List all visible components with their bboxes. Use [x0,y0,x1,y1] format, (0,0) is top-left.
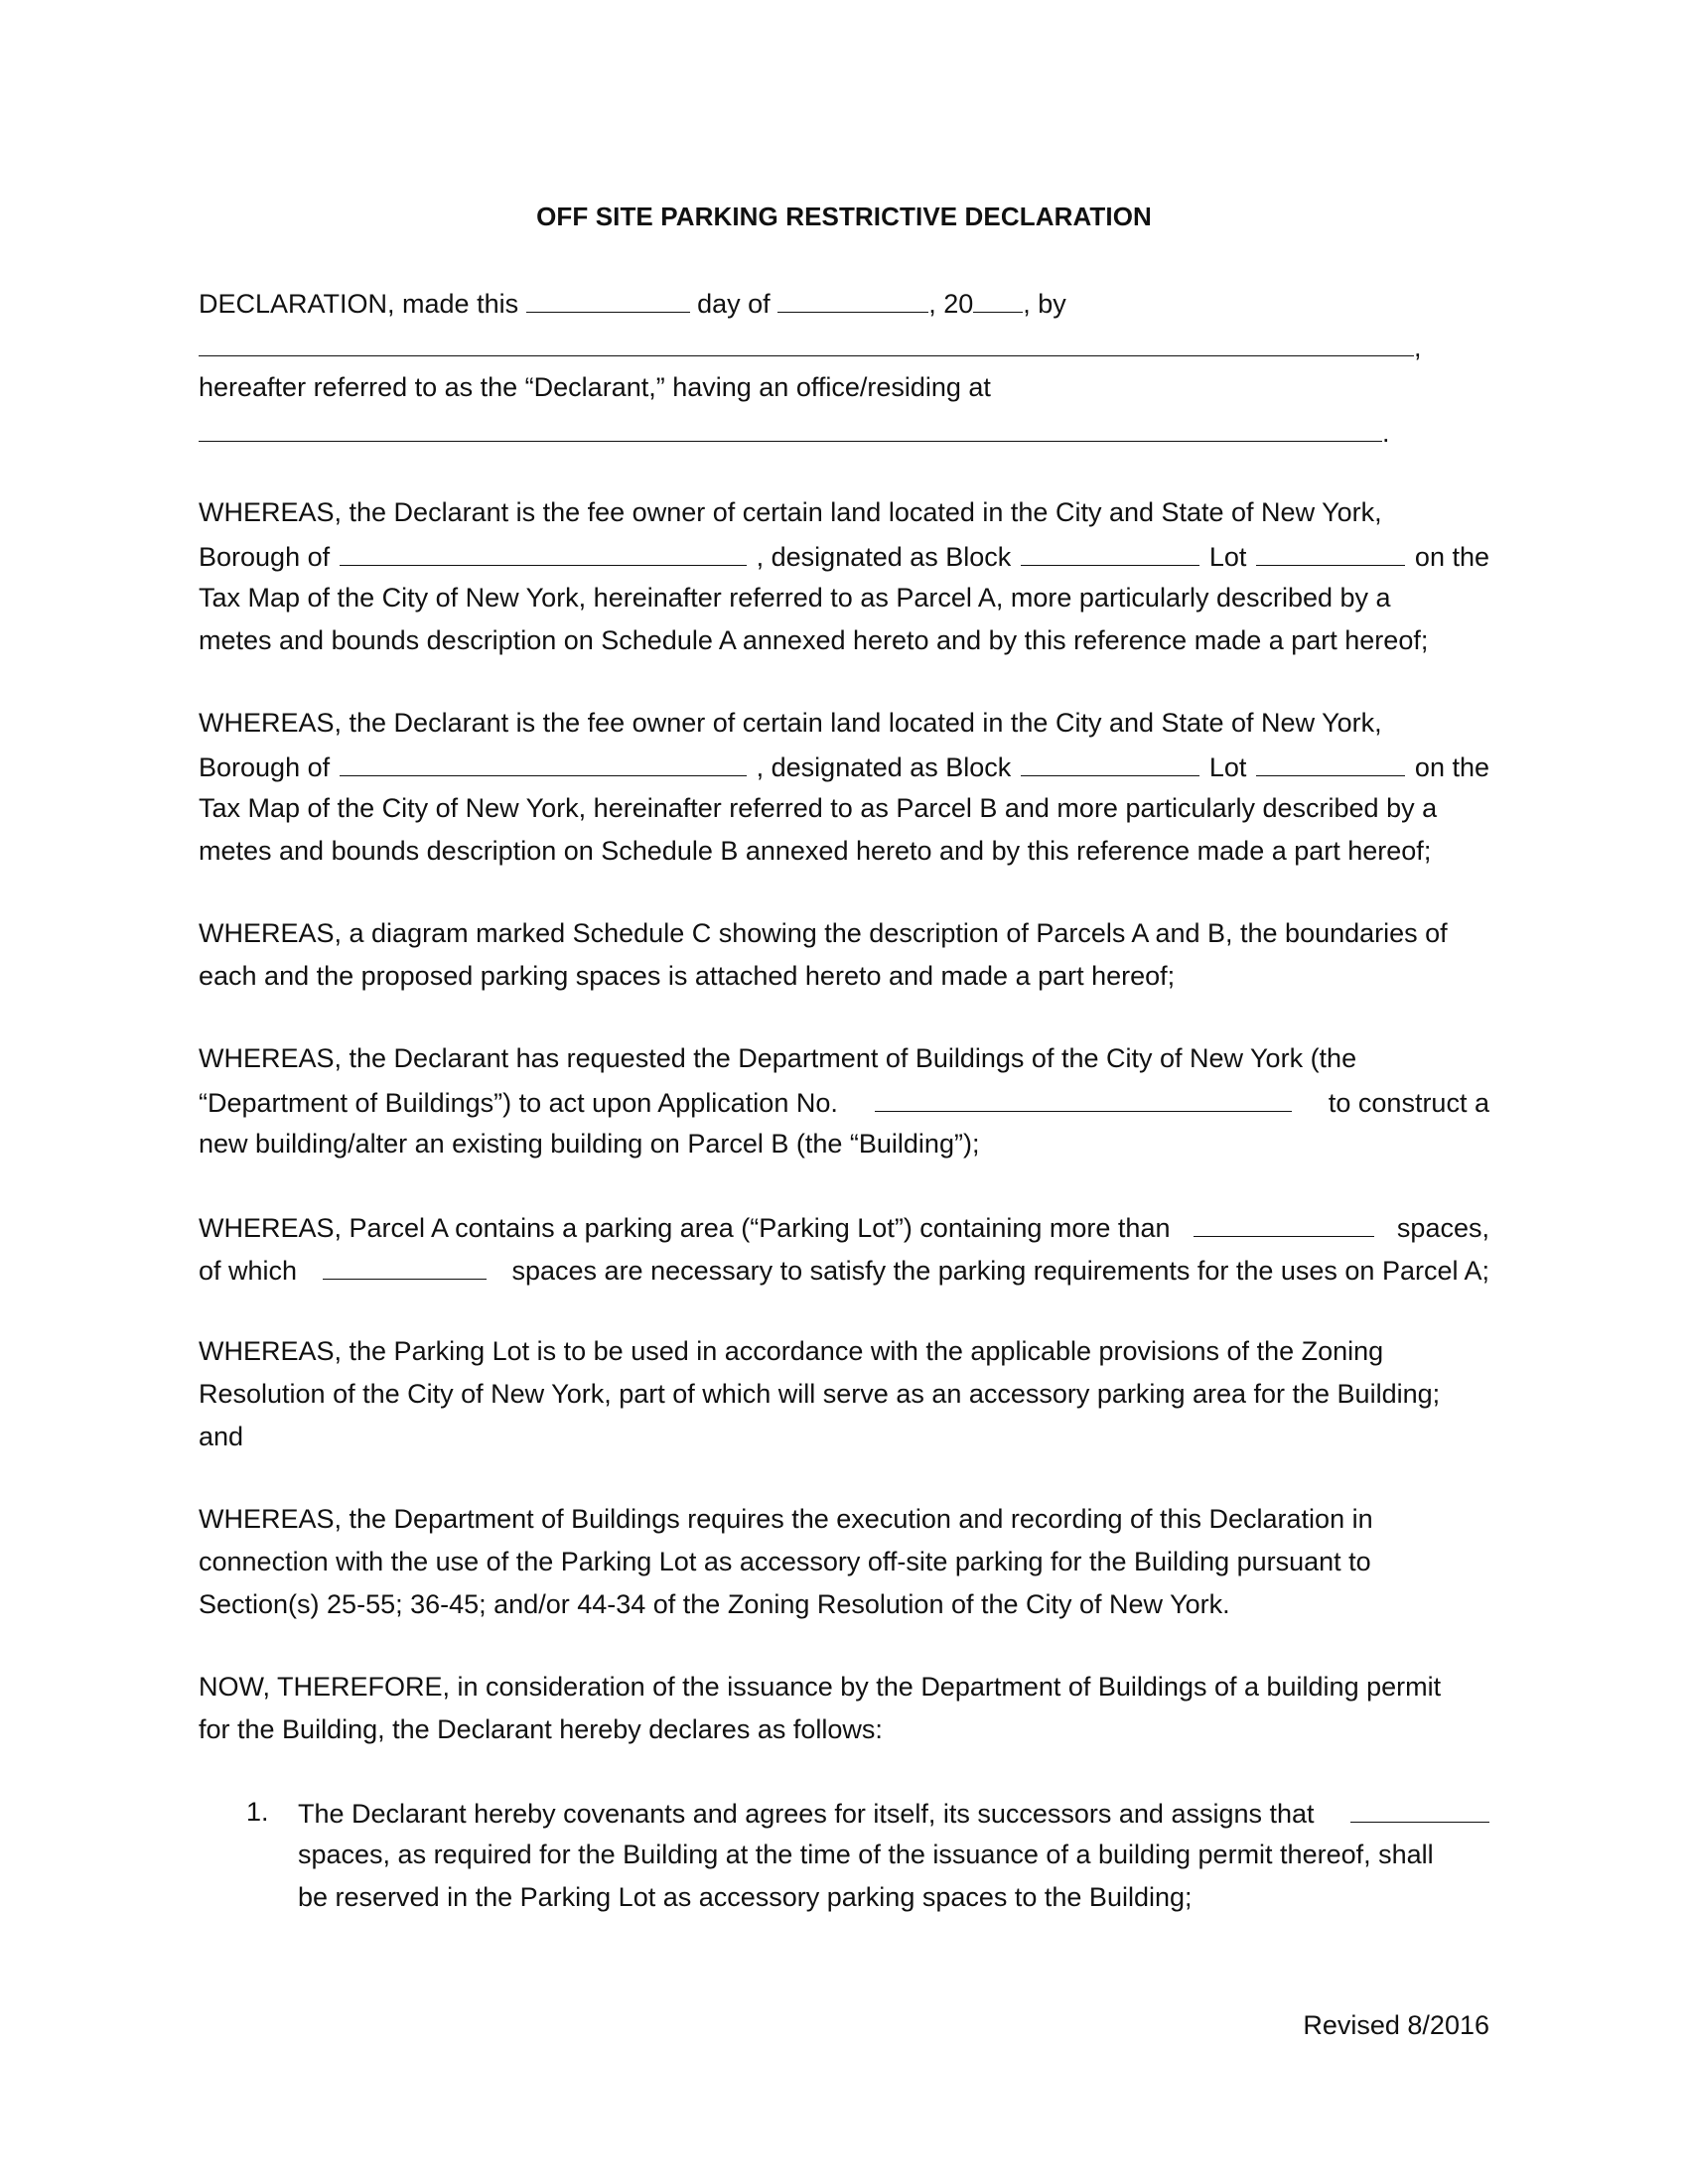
intro-text: , [1414,333,1422,362]
whereas-4-line-1: WHEREAS, the Declarant has requested the Department of Buildings of the City of New York (the [199,1043,1357,1073]
whereas-1-line-2 [199,535,1489,577]
revision-date: Revised 8/2016 [1303,2010,1489,2040]
now-therefore-line-2: for the Building, the Declarant hereby declares as follows: [199,1714,883,1744]
application-number-blank[interactable] [875,1081,1292,1112]
block-label: , designated as Block [756,752,1012,782]
block-label: , designated as Block [756,542,1012,572]
whereas-6-line-2: Resolution of the City of New York, part of which will serve as an accessory parking area for the Building; [199,1379,1441,1409]
item-1-number: 1. [246,1797,269,1827]
intro-text: . [1382,418,1390,448]
whereas-4-line-3: new building/alter an existing building on Parcel B (the “Building”); [199,1129,980,1159]
intro-text: , by [1023,289,1066,319]
item-1-line-3: be reserved in the Parking Lot as accessory parking spaces to the Building; [298,1882,1193,1912]
covenant-text: The Declarant hereby covenants and agrees for itself, its successors and assigns that [298,1799,1315,1829]
whereas-7-line-3: Section(s) 25-55; 36-45; and/or 44-34 of the Zoning Resolution of the City of New York. [199,1589,1230,1619]
on-the-text: on the [1414,542,1489,572]
whereas-1-line-3: Tax Map of the City of New York, hereinafter referred to as Parcel A, more particularly described by a [199,583,1391,613]
whereas-3-line-1: WHEREAS, a diagram marked Schedule C showing the description of Parcels A and B, the boundaries of [199,918,1448,948]
reserved-spaces-blank[interactable] [1350,1792,1489,1823]
whereas-2-line-3: Tax Map of the City of New York, hereinafter referred to as Parcel B and more particularly described by a [199,793,1438,823]
lot-a-blank[interactable] [1256,535,1405,566]
whereas-6-line-3: and [199,1422,244,1451]
intro-text: DECLARATION, made this [199,289,519,319]
address-blank[interactable] [199,411,1382,442]
whereas-1-line-1: WHEREAS, the Declarant is the fee owner of certain land located in the City and State of New York, [199,497,1382,527]
whereas-2-line-1: WHEREAS, the Declarant is the fee owner of certain land located in the City and State of New York, [199,708,1382,738]
whereas-5-line-1 [199,1206,1489,1248]
spaces-text: spaces, [1396,1213,1489,1243]
intro-line-3: hereafter referred to as the “Declarant,” having an office/residing at [199,372,991,402]
required-spaces-blank[interactable] [323,1249,487,1280]
item-1-line-1 [298,1792,1489,1834]
borough-label: Borough of [199,542,331,572]
total-spaces-blank[interactable] [1194,1206,1374,1237]
construct-text: to construct a [1328,1088,1489,1118]
month-blank[interactable] [777,282,928,313]
borough-label: Borough of [199,752,331,782]
borough-a-blank[interactable] [340,535,747,566]
declarant-name-blank[interactable] [199,326,1414,356]
whereas-2-line-2 [199,746,1489,787]
whereas-6-line-1: WHEREAS, the Parking Lot is to be used in accordance with the applicable provisions of the Zoning [199,1336,1384,1366]
block-b-blank[interactable] [1021,746,1199,776]
intro-text: , 20 [928,289,974,319]
on-the-text: on the [1414,752,1489,782]
borough-b-blank[interactable] [340,746,747,776]
now-therefore-line-1: NOW, THEREFORE, in consideration of the issuance by the Department of Buildings of a building permit [199,1672,1442,1702]
whereas-2-line-4: metes and bounds description on Schedule B annexed hereto and by this reference made a part hereof; [199,836,1432,866]
requirements-text: spaces are necessary to satisfy the parking requirements for the uses on Parcel A; [511,1256,1489,1286]
intro-line-4 [199,411,1390,453]
lot-label: Lot [1208,752,1247,782]
lot-label: Lot [1208,542,1247,572]
item-1-line-2: spaces, as required for the Building at the time of the issuance of a building permit thereof, shall [298,1840,1434,1869]
application-label: “Department of Buildings”) to act upon Application No. [199,1088,838,1118]
intro-line-2 [199,326,1422,367]
year-blank[interactable] [973,282,1023,313]
whereas-7-line-2: connection with the use of the Parking Lot as accessory off-site parking for the Building pursuant to [199,1547,1371,1576]
intro-text: day of [697,289,771,319]
parking-area-text: WHEREAS, Parcel A contains a parking area (“Parking Lot”) containing more than [199,1213,1171,1243]
lot-b-blank[interactable] [1256,746,1405,776]
of-which-text: of which [199,1256,298,1286]
intro-line-1 [199,282,1066,324]
block-a-blank[interactable] [1021,535,1199,566]
whereas-4-line-2 [199,1081,1489,1123]
whereas-5-line-2 [199,1249,1489,1291]
whereas-3-line-2: each and the proposed parking spaces is attached hereto and made a part hereof; [199,961,1176,991]
document-title: OFF SITE PARKING RESTRICTIVE DECLARATION [536,202,1152,231]
day-blank[interactable] [526,282,690,313]
whereas-7-line-1: WHEREAS, the Department of Buildings requires the execution and recording of this Declaration in [199,1504,1373,1534]
whereas-1-line-4: metes and bounds description on Schedule A annexed hereto and by this reference made a part hereof; [199,625,1429,655]
